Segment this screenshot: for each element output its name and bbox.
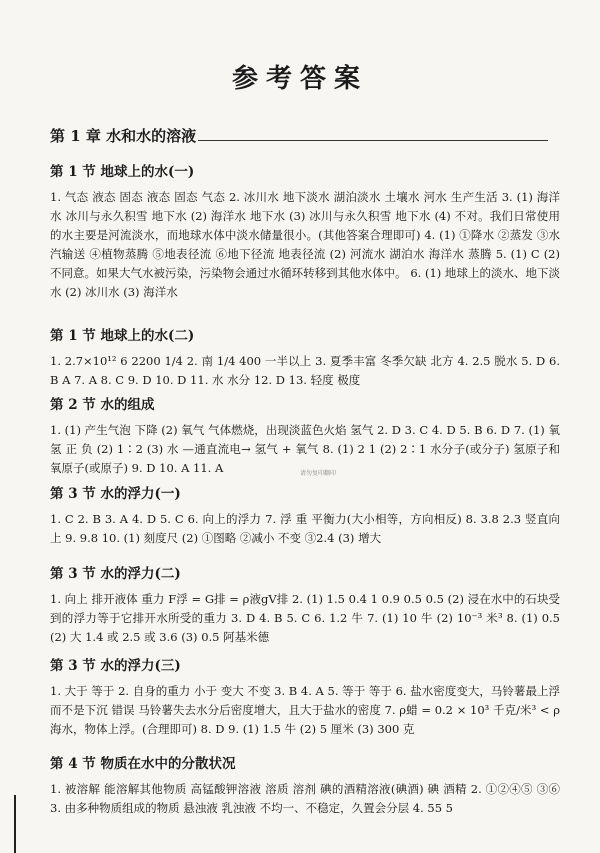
section-2 [50,324,560,390]
section-text: 1. C 2. B 3. A 4. D 5. C 6. 向上的浮力 7. 浮 重 平衡力(大小相等，方向相反) 8. 3.8 2.3 竖直向上 9. 9.8 10. (1) 刻度尺 (2) ①图略 ②减小 不变 ③2.4 (3) 增大 [50,512,560,545]
section-text: 1. 2.7×10¹² 6 2200 1/4 2. 南 1/4 400 一半以上 3. 夏季丰富 冬季欠缺 北方 4. 2.5 脱水 5. D 6. B A 7. A 8. C 9. D 10. D 11. 水 水分 12. D 13. 轻度 极度 [50,354,560,387]
section-title: 第 3 节 水的浮力(三) [50,658,181,674]
chapter-title: 第 1 章 水和水的溶液 [50,127,197,145]
section-text: 1. 大于 等于 2. 自身的重力 小于 变大 不变 3. B 4. A 5. 等于 等于 6. 盐水密度变大，马铃薯最上浮而不是下沉 错误 马铃薯失去水分后密度增大，且大于盐水的密度 7. ρ蜡 = 0.2 × 10³ 千克/米³ < ρ海水，物体上浮。(合理即可) 8. D 9. (1) 1.5 牛 (2) 5 厘米 (3) 300 克 [50,684,560,736]
section-3 [50,393,560,478]
chapter-heading [50,125,550,146]
binding-edge-mark [14,795,16,853]
section-text: 1. (1) 产生气泡 下降 (2) 氧气 气体燃烧，出现淡蓝色火焰 氢气 2. D 3. C 4. D 5. B 6. D 7. (1) 氧 氢 正 负 (2) 1∶2 (3) 水 —通直流电→ 氢气 + 氧气 8. (1) 2 1 (2) 2∶1 水分子(或分子) 氢原子和氧原子(或原子) 9. D 10. A 11. A [50,423,560,475]
section-title: 第 1 节 地球上的水(一) [50,164,195,180]
section-1 [50,160,560,302]
section-title: 第 3 节 水的浮力(二) [50,566,181,582]
section-title: 第 3 节 水的浮力(一) [50,486,181,502]
section-text: 1. 气态 液态 固态 液态 固态 气态 2. 冰川水 地下淡水 湖泊淡水 土壤水 河水 生产生活 3. (1) 海洋水 冰川与永久积雪 地下水 (2) 海洋水 地下水 (3) 冰川与永久积雪 地下水 (4) 不对。我们日常使用的水主要是河流淡水，而地球水体中淡水储量很小。(其他答案合理即可) 4. (1) ①降水 ②蒸发 ③水汽输送 ④植物蒸腾 ⑤地表径流 ⑥地下径流 地表径流 (2) 河流水 湖泊水 海洋水 蒸腾 5. (1) C (2) 不同意。如果大气水被污染，污染物会通过水循环转移到其他水体中。 6. (1) 地球上的淡水、地下淡水 (2) 冰川水 (3) 海洋水 [50,190,560,299]
section-title: 第 1 节 地球上的水(二) [50,328,195,344]
section-5 [50,562,560,647]
section-text: 1. 被溶解 能溶解其他物质 高锰酸钾溶液 溶质 溶剂 碘的酒精溶液(碘酒) 碘 酒精 2. ①②④⑤ ③⑥ 3. 由多种物质组成的物质 悬浊液 乳浊液 不均一、不稳定，久置会分层 4. 55 5 [50,782,560,815]
chapter-underline [198,128,548,141]
section-title: 第 2 节 水的组成 [50,397,155,413]
section-text: 1. 向上 排开液体 重力 F浮 = G排 = ρ液gV排 2. (1) 1.5 0.4 1 0.9 0.5 0.5 (2) 浸在水中的石块受到的浮力等于它排开水所受的重力 3. D 4. B 5. C 6. 1.2 牛 7. (1) 10 牛 (2) 10⁻³ 米³ 8. (1) 0.5 (2) 大 1.4 或 2.5 或 3.6 (3) 0.5 阿基米德 [50,592,560,644]
section-title: 第 4 节 物质在水中的分散状况 [50,756,236,772]
section-7 [50,752,560,818]
section-4 [50,482,560,548]
section-6 [50,654,560,739]
page-title: 参考答案 [231,64,368,94]
stamp-text: 请勿复印翻印 [300,470,337,477]
